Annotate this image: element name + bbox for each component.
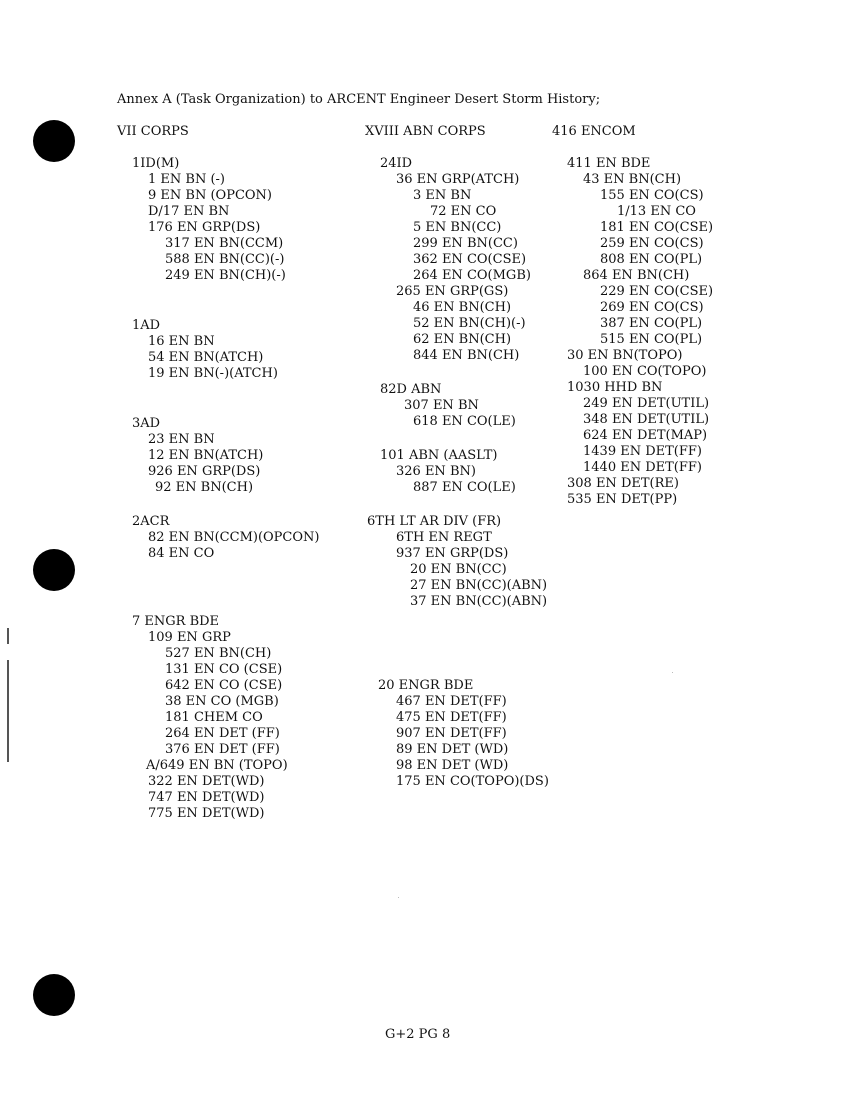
unit-line: 1030 HHD BN [567, 380, 663, 395]
unit-line: 46 EN BN(CH) [413, 300, 512, 315]
unit-line: 844 EN BN(CH) [413, 348, 520, 363]
unit-line: 308 EN DET(RE) [567, 476, 679, 491]
unit-line: 642 EN CO (CSE) [165, 678, 283, 693]
punch-hole-bottom [33, 974, 75, 1016]
unit-line: 100 EN CO(TOPO) [583, 364, 707, 379]
unit-line: 3 EN BN [413, 188, 472, 203]
unit-line: 12 EN BN(ATCH) [148, 448, 264, 463]
unit-line: 326 EN BN) [396, 464, 476, 479]
unit-line: 84 EN CO [148, 546, 215, 561]
unit-line: 20 ENGR BDE [378, 678, 474, 693]
unit-line: 1AD [132, 318, 161, 333]
unit-line: 20 EN BN(CC) [410, 562, 507, 577]
document-title: Annex A (Task Organization) to ARCENT Engineer Desert Storm History; [117, 92, 601, 107]
unit-line: 131 EN CO (CSE) [165, 662, 283, 677]
unit-line: 30 EN BN(TOPO) [567, 348, 683, 363]
unit-line: 175 EN CO(TOPO)(DS) [396, 774, 549, 789]
unit-line: 6TH EN REGT [396, 530, 492, 545]
unit-line: 37 EN BN(CC)(ABN) [410, 594, 548, 609]
unit-line: 89 EN DET (WD) [396, 742, 509, 757]
unit-line: 72 EN CO [430, 204, 497, 219]
col1-header: VII CORPS [117, 124, 189, 139]
unit-line: 181 EN CO(CSE) [600, 220, 714, 235]
unit-line: 1ID(M) [132, 156, 180, 171]
unit-line: 618 EN CO(LE) [413, 414, 516, 429]
unit-line: 19 EN BN(-)(ATCH) [148, 366, 278, 381]
unit-line: 1439 EN DET(FF) [583, 444, 702, 459]
unit-line: 322 EN DET(WD) [148, 774, 265, 789]
unit-line: 411 EN BDE [567, 156, 651, 171]
unit-line: 1/13 EN CO [617, 204, 696, 219]
unit-line: 52 EN BN(CH)(-) [413, 316, 526, 331]
unit-line: 864 EN BN(CH) [583, 268, 690, 283]
unit-line: 23 EN BN [148, 432, 215, 447]
unit-line: 348 EN DET(UTIL) [583, 412, 710, 427]
unit-line: 747 EN DET(WD) [148, 790, 265, 805]
unit-line: 98 EN DET (WD) [396, 758, 509, 773]
unit-line: 515 EN CO(PL) [600, 332, 703, 347]
unit-line: 269 EN CO(CS) [600, 300, 704, 315]
unit-line: 1 EN BN (-) [148, 172, 225, 187]
unit-line: 264 EN CO(MGB) [413, 268, 531, 283]
unit-line: 475 EN DET(FF) [396, 710, 507, 725]
unit-line: 101 ABN (AASLT) [380, 448, 498, 463]
unit-line: 82D ABN [380, 382, 442, 397]
unit-line: 5 EN BN(CC) [413, 220, 502, 235]
unit-line: 43 EN BN(CH) [583, 172, 682, 187]
unit-line: 9 EN BN (OPCON) [148, 188, 272, 203]
unit-line: 38 EN CO (MGB) [165, 694, 279, 709]
unit-line: 176 EN GRP(DS) [148, 220, 261, 235]
unit-line: 1440 EN DET(FF) [583, 460, 702, 475]
unit-line: 36 EN GRP(ATCH) [396, 172, 520, 187]
unit-line: 62 EN BN(CH) [413, 332, 512, 347]
unit-line: 229 EN CO(CSE) [600, 284, 714, 299]
unit-line: 467 EN DET(FF) [396, 694, 507, 709]
unit-line: 887 EN CO(LE) [413, 480, 516, 495]
unit-line: 54 EN BN(ATCH) [148, 350, 264, 365]
col2-header: XVIII ABN CORPS [365, 124, 486, 139]
unit-line: 3AD [132, 416, 161, 431]
punch-hole-top [33, 120, 75, 162]
unit-line: 775 EN DET(WD) [148, 806, 265, 821]
punch-hole-middle [33, 549, 75, 591]
unit-line: 926 EN GRP(DS) [148, 464, 261, 479]
scan-speck [672, 672, 673, 673]
unit-line: 27 EN BN(CC)(ABN) [410, 578, 548, 593]
unit-line: 259 EN CO(CS) [600, 236, 704, 251]
unit-line: 624 EN DET(MAP) [583, 428, 708, 443]
page-footer: G+2 PG 8 [385, 1027, 451, 1042]
unit-line: 307 EN BN [404, 398, 479, 413]
unit-line: 265 EN GRP(GS) [396, 284, 509, 299]
unit-line: 362 EN CO(CSE) [413, 252, 527, 267]
unit-line: 7 ENGR BDE [132, 614, 220, 629]
unit-line: 24ID [380, 156, 413, 171]
unit-line: 527 EN BN(CH) [165, 646, 272, 661]
unit-line: 82 EN BN(CCM)(OPCON) [148, 530, 320, 545]
scan-speck [398, 897, 399, 898]
unit-line: 249 EN BN(CH)(-) [165, 268, 286, 283]
scan-edge-mark [7, 628, 9, 644]
unit-line: 907 EN DET(FF) [396, 726, 507, 741]
unit-line: 155 EN CO(CS) [600, 188, 704, 203]
scan-edge-mark [7, 660, 9, 762]
unit-line: 299 EN BN(CC) [413, 236, 518, 251]
unit-line: 937 EN GRP(DS) [396, 546, 509, 561]
unit-line: 588 EN BN(CC)(-) [165, 252, 285, 267]
unit-line: 16 EN BN [148, 334, 215, 349]
unit-line: 317 EN BN(CCM) [165, 236, 284, 251]
unit-line: 92 EN BN(CH) [155, 480, 254, 495]
unit-line: 808 EN CO(PL) [600, 252, 703, 267]
unit-line: 181 CHEM CO [165, 710, 263, 725]
unit-line: 6TH LT AR DIV (FR) [367, 514, 502, 529]
unit-line: 376 EN DET (FF) [165, 742, 280, 757]
unit-line: 535 EN DET(PP) [567, 492, 678, 507]
unit-line: A/649 EN BN (TOPO) [146, 758, 288, 773]
unit-line: 264 EN DET (FF) [165, 726, 280, 741]
unit-line: 2ACR [132, 514, 170, 529]
unit-line: 249 EN DET(UTIL) [583, 396, 710, 411]
col3-header: 416 ENCOM [552, 124, 636, 139]
unit-line: 387 EN CO(PL) [600, 316, 703, 331]
unit-line: D/17 EN BN [148, 204, 230, 219]
unit-line: 109 EN GRP [148, 630, 231, 645]
